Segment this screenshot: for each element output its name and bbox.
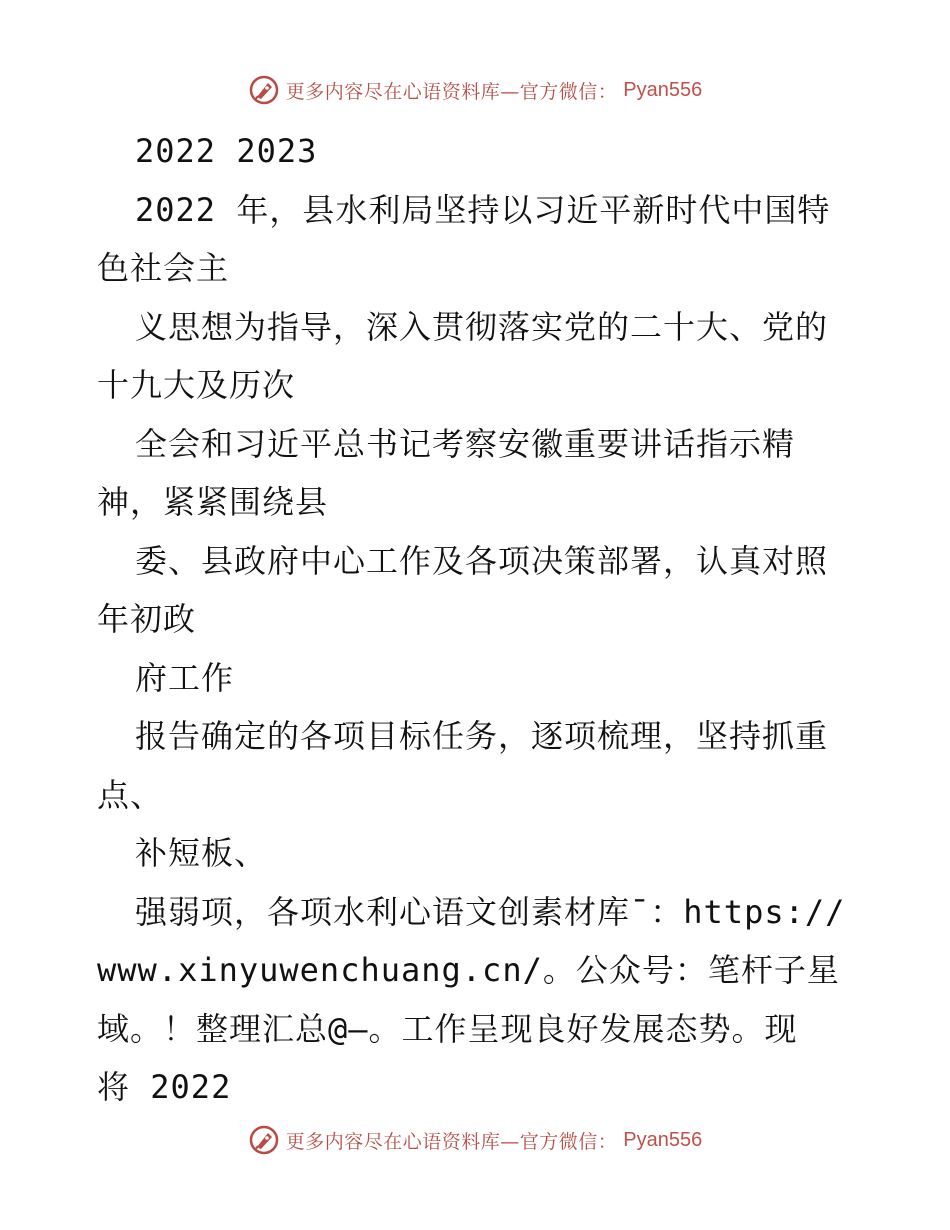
text-line: 年初政 <box>97 600 197 638</box>
text-line: 将 2022 <box>97 1068 232 1106</box>
text-line: 色社会主 <box>97 249 230 287</box>
text-line: www.xinyuwenchuang.cn/。公众号：笔杆子星 <box>97 951 840 989</box>
document-body <box>97 122 887 1117</box>
text-line: 委、县政府中心工作及各项决策部署，认真对照 <box>135 541 829 580</box>
pen-nib-logo-icon <box>248 1124 280 1156</box>
text-line: 十九大及历次 <box>97 366 296 404</box>
pen-nib-logo-icon <box>248 74 280 106</box>
wechat-id: Pyan556 <box>623 78 703 101</box>
text-line: 神，紧紧围绕县 <box>97 483 329 521</box>
text-line: 点、 <box>97 775 164 814</box>
text-line: 全会和习近平总书记考察安徽重要讲话指示精 <box>135 424 796 463</box>
text-line: 2022 年，县水利局坚持以习近平新时代中国特 <box>135 190 831 229</box>
footer-banner <box>0 1120 950 1160</box>
header-banner <box>0 70 950 110</box>
text-line: 府工作 <box>135 658 235 697</box>
banner-text: 更多内容尽在心语资料库—官方微信： <box>285 80 618 103</box>
text-line: 2022 2023 <box>135 132 318 170</box>
text-line: 强弱项，各项水利心语文创素材库¯：https:// <box>135 892 846 931</box>
text-line: 域。！整理汇总@—。工作呈现良好发展态势。现 <box>97 1009 798 1048</box>
wechat-id: Pyan556 <box>623 1128 703 1151</box>
text-line: 补短板、 <box>135 834 268 872</box>
text-line: 义思想为指导，深入贯彻落实党的二十大、党的 <box>135 307 829 346</box>
text-line: 报告确定的各项目标任务，逐项梳理，坚持抓重 <box>135 717 829 755</box>
banner-text: 更多内容尽在心语资料库—官方微信： <box>285 1130 618 1153</box>
